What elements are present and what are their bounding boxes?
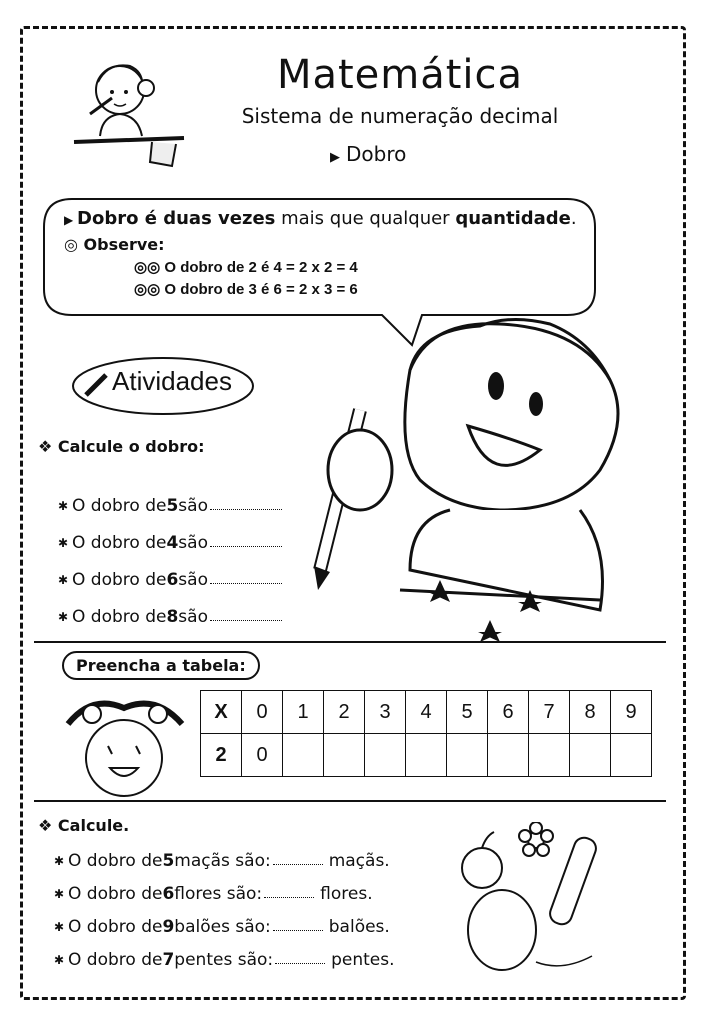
item-number: 5 xyxy=(166,495,179,516)
example-text: O dobro de 3 é 6 = 2 x 3 = 6 xyxy=(164,281,358,298)
item-unit: balões. xyxy=(328,916,390,937)
item-text: O dobro de xyxy=(72,495,167,516)
definition-strong: Dobro é duas vezes xyxy=(77,208,276,229)
item-text: O dobro de xyxy=(68,949,163,970)
answer-blank[interactable] xyxy=(273,930,323,931)
star-bullet-icon: ✱ xyxy=(58,609,69,624)
table-row xyxy=(201,734,652,777)
star-bullet-icon: ✱ xyxy=(58,498,69,513)
section1-heading xyxy=(38,437,204,456)
section3-heading-text: Calcule. xyxy=(57,816,130,835)
answer-cell[interactable] xyxy=(529,734,570,777)
item-text: flores são: xyxy=(174,883,263,904)
multiplication-table xyxy=(200,690,652,777)
table-header-cell: 4 xyxy=(406,691,447,734)
star-bullet-icon: ✱ xyxy=(58,535,69,550)
answer-blank[interactable] xyxy=(210,620,282,621)
double-circle-icon: ◎◎ xyxy=(134,281,165,298)
answer-cell[interactable] xyxy=(570,734,611,777)
list-item xyxy=(54,877,395,910)
example-2 xyxy=(134,280,604,298)
item-text: são xyxy=(178,606,208,627)
topic-text: Dobro xyxy=(346,142,407,166)
diamond-bullet-icon: ❖ xyxy=(38,816,58,835)
item-number: 5 xyxy=(162,850,175,871)
table-header-cell: X xyxy=(201,691,242,734)
objects-illustration xyxy=(452,822,612,982)
item-number: 9 xyxy=(162,916,175,937)
item-text: O dobro de xyxy=(68,850,163,871)
page-subtitle: Sistema de numeração decimal xyxy=(241,104,559,128)
item-number: 4 xyxy=(166,532,179,553)
list-item xyxy=(58,598,282,635)
list-item xyxy=(54,844,395,877)
item-unit: maçãs. xyxy=(328,850,390,871)
table-cell: 0 xyxy=(242,734,283,777)
double-exercise-list xyxy=(58,487,282,635)
item-text: O dobro de xyxy=(72,606,167,627)
table-header-cell: 9 xyxy=(611,691,652,734)
item-number: 6 xyxy=(162,883,175,904)
example-text: O dobro de 2 é 4 = 2 x 2 = 4 xyxy=(164,259,358,276)
divider xyxy=(34,800,666,802)
star-bullet-icon: ✱ xyxy=(54,919,65,934)
example-1 xyxy=(134,258,604,276)
table-header-cell: 8 xyxy=(570,691,611,734)
item-text: maçãs são: xyxy=(174,850,271,871)
section1-heading-text: Calcule o dobro: xyxy=(57,437,205,456)
list-item xyxy=(54,910,395,943)
answer-cell[interactable] xyxy=(283,734,324,777)
table-cell: 2 xyxy=(201,734,242,777)
definition-end: quantidade xyxy=(455,208,571,229)
triangle-bullet-icon: ▶ xyxy=(330,150,340,165)
activities-label: Atividades xyxy=(112,366,232,396)
answer-cell[interactable] xyxy=(488,734,529,777)
definition-box xyxy=(64,208,604,298)
item-text: O dobro de xyxy=(72,569,167,590)
star-bullet-icon: ✱ xyxy=(54,886,65,901)
item-text: são xyxy=(178,532,208,553)
answer-cell[interactable] xyxy=(365,734,406,777)
answer-blank[interactable] xyxy=(210,546,282,547)
item-text: O dobro de xyxy=(68,883,163,904)
answer-cell[interactable] xyxy=(447,734,488,777)
star-bullet-icon: ✱ xyxy=(54,853,65,868)
item-text: O dobro de xyxy=(72,532,167,553)
item-number: 6 xyxy=(166,569,179,590)
table-header-cell: 6 xyxy=(488,691,529,734)
answer-cell[interactable] xyxy=(324,734,365,777)
circle-bullet-icon: ◎ xyxy=(64,235,84,254)
section3-heading xyxy=(38,816,129,835)
item-text: são xyxy=(178,569,208,590)
definition-punct: . xyxy=(570,208,577,229)
table-header-cell: 2 xyxy=(324,691,365,734)
divider xyxy=(34,641,666,643)
table-header-cell: 1 xyxy=(283,691,324,734)
item-unit: flores. xyxy=(320,883,373,904)
diamond-bullet-icon: ❖ xyxy=(38,437,58,456)
page-title: Matemática xyxy=(276,52,524,98)
table-header-cell: 5 xyxy=(447,691,488,734)
answer-blank[interactable] xyxy=(210,583,282,584)
table-header-cell: 0 xyxy=(242,691,283,734)
list-item xyxy=(58,524,282,561)
answer-blank[interactable] xyxy=(273,864,323,865)
table-header-cell: 7 xyxy=(529,691,570,734)
list-item xyxy=(58,561,282,598)
item-unit: pentes. xyxy=(331,949,395,970)
list-item xyxy=(58,487,282,524)
answer-cell[interactable] xyxy=(406,734,447,777)
girl-illustration xyxy=(52,684,192,802)
definition-mid: mais que qualquer xyxy=(275,208,456,229)
item-text: O dobro de xyxy=(68,916,163,937)
list-item xyxy=(54,943,395,976)
definition-line xyxy=(64,208,604,229)
observe-label: Observe: xyxy=(83,235,165,254)
double-circle-icon: ◎◎ xyxy=(134,259,165,276)
item-text: balões são: xyxy=(174,916,271,937)
triangle-bullet-icon: ▶ xyxy=(64,213,78,227)
answer-blank[interactable] xyxy=(275,963,325,964)
item-text: pentes são: xyxy=(174,949,274,970)
star-bullet-icon: ✱ xyxy=(58,572,69,587)
answer-cell[interactable] xyxy=(611,734,652,777)
star-bullet-icon: ✱ xyxy=(54,952,65,967)
item-number: 8 xyxy=(166,606,179,627)
topic-label xyxy=(330,142,406,166)
table-row xyxy=(201,691,652,734)
observe-line xyxy=(64,235,604,254)
item-number: 7 xyxy=(162,949,175,970)
table-instruction: Preencha a tabela: xyxy=(62,651,260,680)
answer-blank[interactable] xyxy=(264,897,314,898)
table-header-cell: 3 xyxy=(365,691,406,734)
reading-boy-illustration xyxy=(72,58,192,176)
word-problem-list xyxy=(54,844,395,976)
child-with-pencil-illustration xyxy=(300,310,640,645)
answer-blank[interactable] xyxy=(210,509,282,510)
item-text: são xyxy=(178,495,208,516)
